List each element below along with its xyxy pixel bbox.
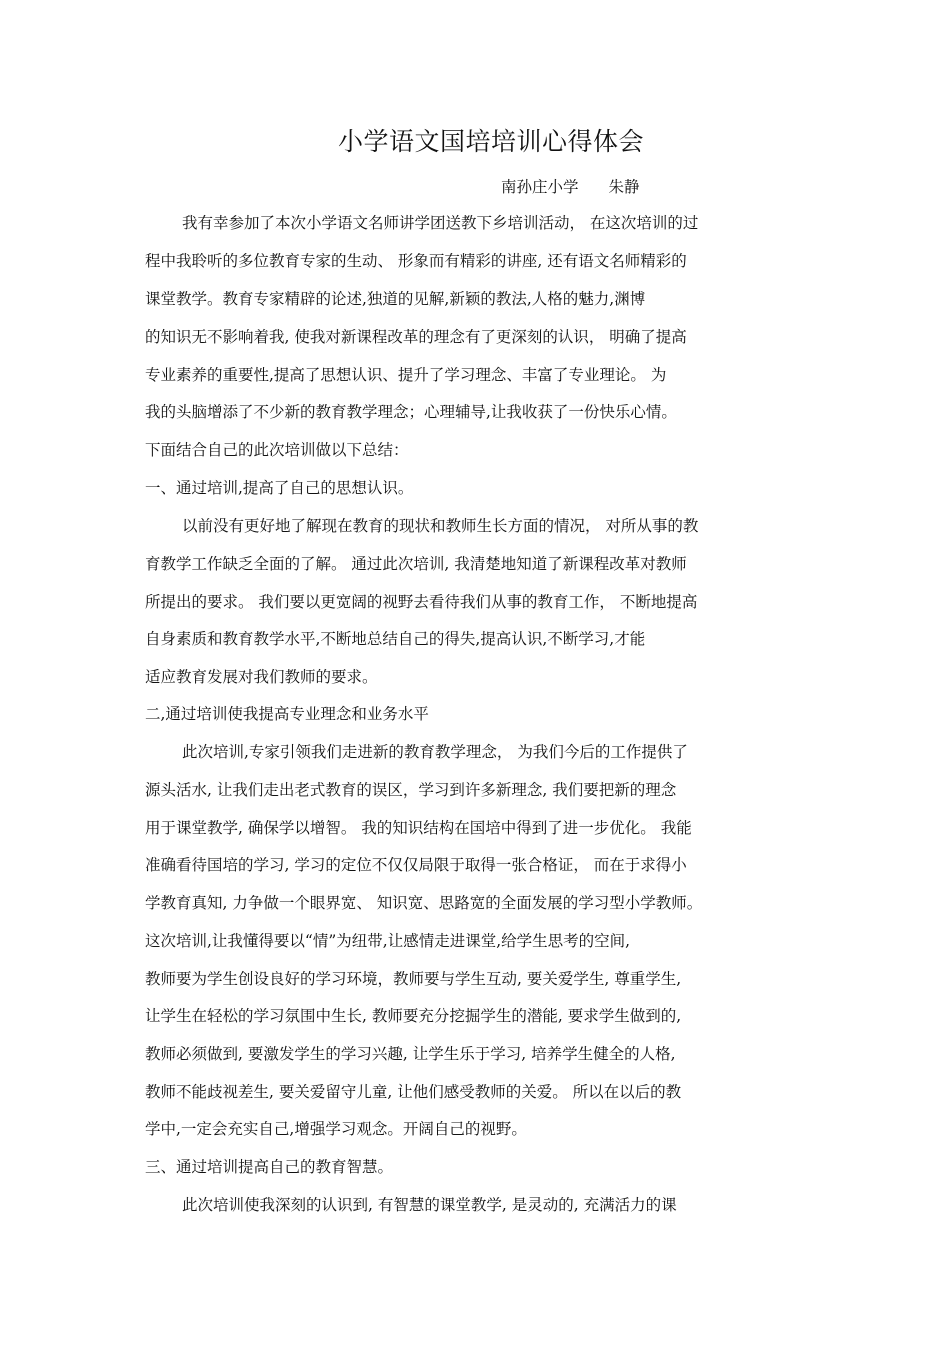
paragraph-line: 专业素养的重要性,提高了思想认识、提升了学习理念、丰富了专业理论。 为 xyxy=(145,366,667,384)
author-line xyxy=(501,175,640,199)
paragraph-line: 此次培训使我深刻的认识到, 有智慧的课堂教学, 是灵动的, 充满活力的课 xyxy=(182,1196,677,1214)
paragraph-line: 准确看待国培的学习, 学习的定位不仅仅局限于取得一张合格证， 而在于求得小 xyxy=(145,856,687,874)
author-school: 南孙庄小学 xyxy=(501,178,579,196)
paragraph-line: 我有幸参加了本次小学语文名师讲学团送教下乡培训活动， 在这次培训的过 xyxy=(182,214,699,232)
paragraph-line: 学教育真知, 力争做一个眼界宽、 知识宽、思路宽的全面发展的学习型小学教师。 xyxy=(145,894,703,912)
paragraph-line: 的知识无不影响着我, 使我对新课程改革的理念有了更深刻的认识， 明确了提高 xyxy=(145,328,687,346)
paragraph-line: 学中,一定会充实自己,增强学习观念。开阔自己的视野。 xyxy=(145,1120,527,1138)
document-title: 小学语文国培培训心得体会 xyxy=(337,127,644,156)
paragraph-line: 让学生在轻松的学习氛围中生长, 教师要充分挖掘学生的潜能, 要求学生做到的, xyxy=(145,1007,682,1025)
author-name: 朱静 xyxy=(608,178,640,196)
paragraph-line: 教师不能歧视差生, 要关爱留守儿童, 让他们感受教师的关爱。 所以在以后的教 xyxy=(145,1083,682,1101)
paragraph-line: 所提出的要求。 我们要以更宽阔的视野去看待我们从事的教育工作， 不断地提高 xyxy=(145,593,698,611)
paragraph-line: 下面结合自己的此次培训做以下总结： xyxy=(145,441,409,459)
section-heading: 二,通过培训使我提高专业理念和业务水平 xyxy=(145,705,429,723)
paragraph-line: 此次培训,专家引领我们走进新的教育教学理念， 为我们今后的工作提供了 xyxy=(182,743,688,761)
section-heading: 一、通过培训,提高了自己的思想认识。 xyxy=(145,479,414,497)
paragraph-line: 教师必须做到, 要激发学生的学习兴趣, 让学生乐于学习, 培养学生健全的人格, xyxy=(145,1045,676,1063)
paragraph-line: 育教学工作缺乏全面的了解。 通过此次培训, 我清楚地知道了新课程改革对教师 xyxy=(145,555,687,573)
paragraph-line: 这次培训,让我懂得要以“情”为纽带,让感情走进课堂,给学生思考的空间, xyxy=(145,932,631,950)
paragraph-line: 用于课堂教学, 确保学以增智。 我的知识结构在国培中得到了进一步优化。 我能 xyxy=(145,819,692,837)
paragraph-line: 课堂教学。教育专家精辟的论述,独道的见解,新颖的教法,人格的魅力,渊博 xyxy=(145,290,646,308)
paragraph-line: 我的头脑增添了不少新的教育教学理念；心理辅导,让我收获了一份快乐心情。 xyxy=(145,403,677,421)
section-heading: 三、通过培训提高自己的教育智慧。 xyxy=(145,1158,394,1176)
paragraph-line: 程中我聆听的多位教育专家的生动、 形象而有精彩的讲座, 还有语文名师精彩的 xyxy=(145,252,687,270)
paragraph-line: 以前没有更好地了解现在教育的现状和教师生长方面的情况， 对所从事的教 xyxy=(182,517,699,535)
paragraph-line: 自身素质和教育教学水平,不断地总结自己的得失,提高认识,不断学习,才能 xyxy=(145,630,646,648)
paragraph-line: 源头活水, 让我们走出老式教育的误区，学习到许多新理念, 我们要把新的理念 xyxy=(145,781,677,799)
paragraph-line: 教师要为学生创设良好的学习环境，教师要与学生互动, 要关爱学生, 尊重学生, xyxy=(145,970,682,988)
paragraph-line: 适应教育发展对我们教师的要求。 xyxy=(145,668,378,686)
